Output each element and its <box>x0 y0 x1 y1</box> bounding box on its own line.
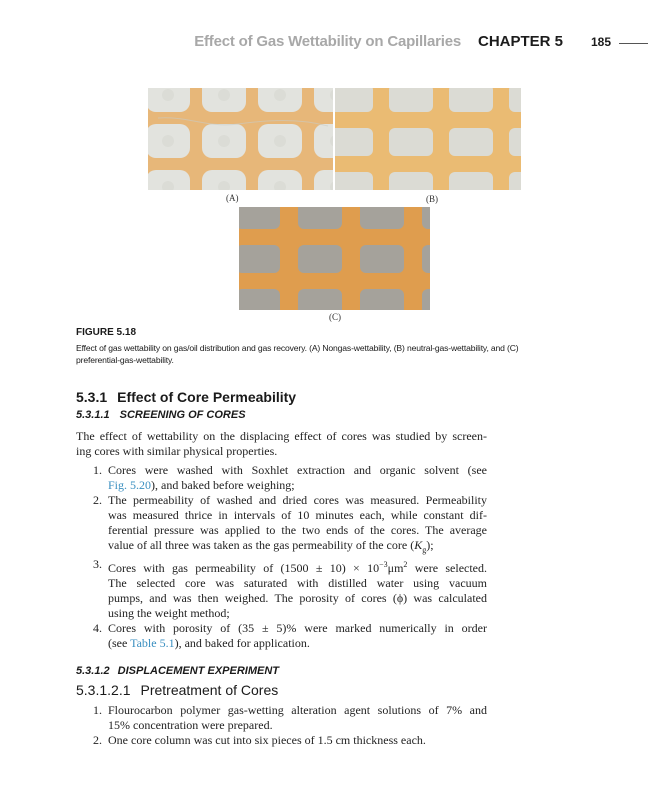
list-item <box>76 703 487 733</box>
table-link[interactable]: Table 5.1 <box>130 636 175 651</box>
pretreatment-steps-list <box>76 703 487 748</box>
list-line: Cores with porosity of (35 ± 5)% were marked numerically in order <box>108 621 487 636</box>
panel-label-b: (B) <box>426 194 438 204</box>
list-line: using the weight method; <box>108 606 230 621</box>
list-line: pumps, and was then weighed. The porosity of cores (ϕ) was calculated <box>108 591 487 606</box>
list-line: (see Table 5.1), and baked for application. <box>108 636 310 651</box>
subsection-title: SCREENING OF CORES <box>119 409 246 421</box>
list-marker: 2. <box>93 733 102 747</box>
list-marker: 1. <box>93 463 102 477</box>
list-line: was measured thrice in intervals of 10 minutes each, while constant dif- <box>108 508 487 522</box>
list-line: Flourocarbon polymer gas-wetting alteration agent solutions of 7% and <box>108 703 487 717</box>
figure-panel-c <box>239 207 430 310</box>
subsection-heading <box>76 409 246 421</box>
figure-panel-a <box>148 88 333 190</box>
figure-caption-line: Effect of gas wettability on gas/oil distribution and gas recovery. (A) Nongas-wettability, (B) neutral-gas-wettability, and (C) <box>76 343 519 353</box>
running-head-chapter: CHAPTER 5 <box>478 33 564 50</box>
subsection-heading-displacement <box>76 665 279 677</box>
list-line: Cores with gas permeability of $(1500 \pm 10) \times 10^{-3}\mu m^2$ were selected. <box>108 560 488 576</box>
subsubsection-heading <box>76 682 278 698</box>
screening-steps-list <box>76 463 487 651</box>
subsubsection-number: 5.3.1.2.1 <box>76 682 131 698</box>
list-line: 15% concentration were prepared. <box>108 718 273 732</box>
list-marker: 3. <box>93 557 102 572</box>
list-line: The permeability of washed and dried cores was measured. Permeability <box>108 493 487 507</box>
figure-link[interactable]: Fig. 5.20 <box>108 478 152 492</box>
subsection-title: DISPLACEMENT EXPERIMENT <box>117 665 279 677</box>
section-number: 5.3.1 <box>76 389 108 405</box>
intro-paragraph <box>76 429 487 459</box>
list-item <box>76 557 487 621</box>
list-marker: 4. <box>93 621 102 636</box>
list-line: The selected core was saturated with distilled water using vacuum <box>108 576 487 591</box>
list-line: Cores were washed with Soxhlet extraction and organic solvent (see <box>108 463 487 477</box>
list-item <box>76 621 487 651</box>
running-head-title: Effect of Gas Wettability on Capillaries <box>194 33 461 50</box>
list-marker: 2. <box>93 493 102 507</box>
section-title: Effect of Core Permeability <box>117 389 297 405</box>
subsubsection-title: Pretreatment of Cores <box>140 682 279 698</box>
panel-label-a: (A) <box>226 193 239 203</box>
running-head-rule <box>619 43 648 44</box>
paragraph-line: ing cores with similar physical properties. <box>76 444 278 458</box>
figure-title: FIGURE 5.18 <box>76 327 137 338</box>
subsection-number: 5.3.1.2 <box>76 665 110 677</box>
subsection-number: 5.3.1.1 <box>76 409 110 421</box>
figure-panel-b <box>335 88 521 190</box>
list-item <box>76 733 487 748</box>
list-item <box>76 463 487 493</box>
paragraph-line: The effect of wettability on the displacing effect of cores was studied by screen- <box>76 429 487 443</box>
running-head <box>0 33 648 53</box>
list-line: value of all three was taken as the gas permeability of the core $(K_g)$; <box>108 538 434 555</box>
list-line: One core column was cut into six pieces of 1.5 cm thickness each. <box>108 733 426 747</box>
list-line: ferential pressure was applied to the two ends of the cores. The average <box>108 523 487 537</box>
micromodel-photo-a-icon <box>148 88 333 190</box>
list-marker: 1. <box>93 703 102 717</box>
list-item <box>76 493 487 557</box>
panel-label-c: (C) <box>329 312 341 322</box>
figure-caption-line: preferential-gas-wettability. <box>76 355 174 365</box>
list-line: Fig. 5.20), and baked before weighing; <box>108 478 295 492</box>
figure-caption <box>76 342 576 366</box>
page-number: 185 <box>591 35 612 49</box>
micromodel-photo-c-icon <box>239 207 430 310</box>
micromodel-photo-b-icon <box>335 88 521 190</box>
section-heading <box>76 389 296 405</box>
